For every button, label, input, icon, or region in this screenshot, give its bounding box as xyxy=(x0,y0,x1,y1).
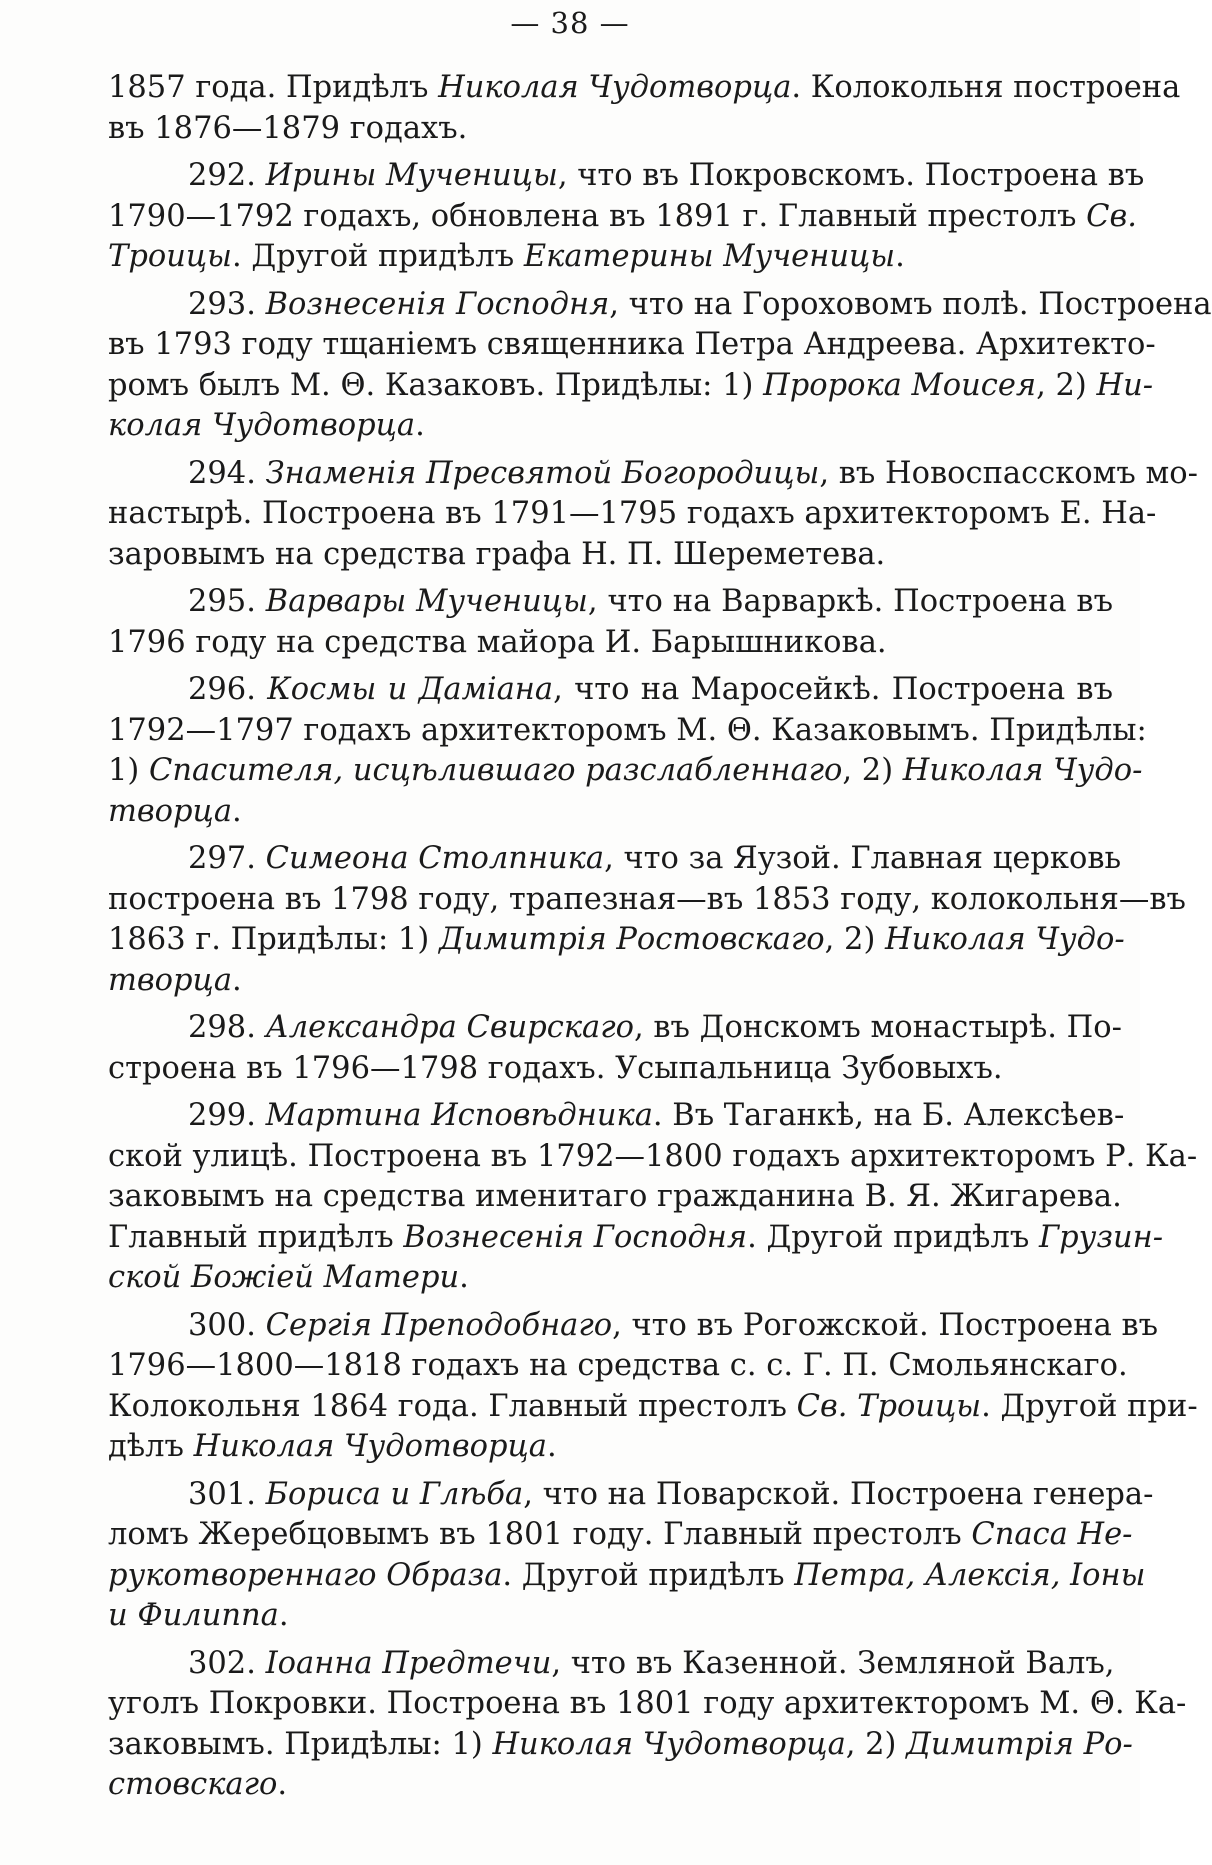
italic-segment: Варвары Мученицы xyxy=(265,584,588,619)
italic-segment: Бориса и Глѣба xyxy=(265,1476,524,1512)
text-segment: 298. xyxy=(188,1010,266,1045)
text-line xyxy=(108,535,1113,576)
italic-segment: Николая Чудотворца xyxy=(438,70,792,105)
text-segment: , въ Новоспасскомъ мо- xyxy=(819,455,1198,491)
text-segment: . xyxy=(232,793,242,829)
italic-segment: Николая Чудо- xyxy=(885,922,1125,957)
italic-segment: Ирины Мученицы xyxy=(265,158,558,193)
text-line xyxy=(108,237,1113,278)
text-segment: , 2) xyxy=(845,1726,907,1762)
paragraph xyxy=(108,1475,1154,1637)
text-segment: . xyxy=(232,962,242,998)
text-line xyxy=(108,880,1186,921)
text-segment: . xyxy=(277,1767,288,1802)
text-segment: , 2) xyxy=(842,753,903,788)
text-segment: , что въ Рогожской. Построена въ xyxy=(612,1307,1159,1343)
text-body xyxy=(108,68,1212,1806)
text-segment: 1863 г. Придѣлы: 1) xyxy=(108,922,439,957)
paragraph xyxy=(108,1306,1198,1468)
paragraph xyxy=(108,839,1186,1001)
italic-segment: Николая Чудотворца xyxy=(492,1726,846,1762)
text-segment: 300. xyxy=(188,1307,266,1343)
paragraph xyxy=(108,1096,1198,1299)
text-segment: , что на Поварской. Построена генера- xyxy=(523,1476,1154,1512)
text-segment: 1) xyxy=(108,753,149,788)
text-segment: 292. xyxy=(188,158,266,193)
text-line xyxy=(108,1644,1113,1685)
text-segment: дѣлъ xyxy=(108,1429,194,1464)
text-line xyxy=(108,961,1113,1002)
text-segment: Главный придѣлъ xyxy=(108,1219,404,1255)
paragraph xyxy=(108,454,1198,576)
text-segment: ромъ былъ М. Θ. Казаковъ. Придѣлы: 1) xyxy=(108,367,764,403)
text-line xyxy=(108,109,1113,150)
paragraph xyxy=(108,1644,1187,1806)
italic-segment: рукотвореннаго Образа xyxy=(108,1557,503,1593)
italic-segment: Димитрія Ростовскаго xyxy=(438,922,825,957)
text-line xyxy=(108,623,1113,664)
text-segment: ломъ Жеребцовымъ въ 1801 году. Главный престолъ xyxy=(108,1517,972,1552)
paragraph xyxy=(108,156,1145,278)
italic-segment: Николая Чудо- xyxy=(902,753,1143,788)
paragraph xyxy=(108,1008,1122,1089)
text-line xyxy=(108,751,1143,792)
italic-segment: Петра, Алексія, Іоны xyxy=(794,1557,1146,1593)
text-segment: 301. xyxy=(188,1476,266,1512)
text-segment: . Другой придѣлъ xyxy=(232,239,524,274)
text-segment: 294. xyxy=(188,455,266,491)
text-line xyxy=(108,920,1125,961)
text-segment: 302. xyxy=(188,1645,266,1681)
text-segment: заковымъ. Придѣлы: 1) xyxy=(108,1726,493,1762)
text-segment: 1796—1800—1818 годахъ на средства с. с. Г. П. Смольянскаго. xyxy=(108,1348,1128,1383)
text-line xyxy=(108,1008,1122,1049)
text-line xyxy=(108,454,1198,495)
text-line xyxy=(108,1306,1159,1347)
text-line xyxy=(108,1258,1113,1299)
paragraph xyxy=(108,582,1113,663)
text-segment: . xyxy=(415,408,425,443)
italic-segment: Николая Чудотворца xyxy=(193,1429,547,1464)
italic-segment: Вознесенія Господня xyxy=(403,1219,748,1255)
italic-segment: Симеона Столпника xyxy=(265,841,605,876)
text-segment: въ 1793 году тщаніемъ священника Петра Андреева. Архитекто- xyxy=(108,327,1156,362)
text-segment: . xyxy=(895,239,905,274)
text-segment: . Другой придѣлъ xyxy=(747,1219,1039,1255)
italic-segment: Екатерины Мученицы xyxy=(523,239,896,274)
paragraph-gap xyxy=(108,1089,1113,1096)
page-number: — 38 — xyxy=(510,6,630,40)
text-line xyxy=(108,1596,1113,1637)
text-segment: , 2) xyxy=(1036,367,1097,403)
text-segment: . xyxy=(278,1598,289,1633)
paragraph xyxy=(108,670,1147,832)
paragraph xyxy=(108,285,1212,447)
italic-segment: Мартина Исповѣдника xyxy=(265,1098,653,1133)
text-segment: , что въ Казенной. Земляной Валъ, xyxy=(551,1645,1115,1681)
paragraph-gap xyxy=(108,149,1113,156)
paragraph-gap xyxy=(108,1001,1113,1008)
text-segment: уголъ Покровки. Построена въ 1801 году архитекторомъ М. Θ. Ка- xyxy=(108,1686,1187,1721)
text-line xyxy=(108,711,1147,752)
italic-segment: Іоанна Предтечи xyxy=(265,1645,552,1681)
text-segment: 297. xyxy=(188,841,266,876)
text-line xyxy=(108,1218,1164,1259)
text-segment: 1796 году на средства майора И. Барышникова. xyxy=(108,624,887,660)
italic-segment: Св. Троицы xyxy=(796,1388,982,1424)
text-segment: , въ Донскомъ монастырѣ. По- xyxy=(634,1010,1122,1045)
text-line xyxy=(108,1387,1198,1428)
paragraph-gap xyxy=(108,1468,1113,1475)
text-line xyxy=(108,839,1122,880)
text-line xyxy=(108,1346,1128,1387)
text-segment: настырѣ. Построена въ 1791—1795 годахъ архитекторомъ Е. На- xyxy=(108,496,1157,531)
text-segment: ской улицѣ. Построена въ 1792—1800 годахъ архитекторомъ Р. Ка- xyxy=(108,1138,1198,1174)
italic-segment: стовскаго xyxy=(108,1767,278,1802)
text-segment: 299. xyxy=(188,1098,266,1133)
text-line xyxy=(108,494,1157,535)
text-segment: , 2) xyxy=(824,922,886,957)
paragraph-gap xyxy=(108,447,1113,454)
text-line xyxy=(108,1475,1154,1516)
text-line xyxy=(108,1177,1122,1218)
text-line xyxy=(108,1427,1113,1468)
paragraph-gap xyxy=(108,1637,1113,1644)
text-line xyxy=(108,406,1113,447)
italic-segment: Пророка Моисея xyxy=(763,367,1037,403)
text-segment: строена въ 1796—1798 годахъ. Усыпальница Зубовыхъ. xyxy=(108,1050,1003,1086)
paragraph-gap xyxy=(108,575,1113,582)
italic-segment: Спаса Не- xyxy=(971,1517,1133,1552)
text-line xyxy=(108,1725,1133,1766)
text-line xyxy=(108,1765,1113,1806)
text-line xyxy=(108,582,1113,623)
italic-segment: творца xyxy=(108,962,233,998)
text-line xyxy=(108,792,1113,833)
text-segment: , что въ Покровскомъ. Построена въ xyxy=(557,158,1145,193)
text-segment: заковымъ на средства именитаго гражданина В. Я. Жигарева. xyxy=(108,1179,1122,1214)
text-segment: , что за Яузой. Главная церковь xyxy=(604,841,1122,876)
paragraph-gap xyxy=(108,663,1113,670)
text-line xyxy=(108,1096,1125,1137)
text-line xyxy=(108,1556,1146,1597)
italic-segment: творца xyxy=(108,793,233,829)
text-segment: . xyxy=(459,1260,469,1295)
text-line xyxy=(108,156,1145,197)
text-segment: . Колокольня построена xyxy=(791,70,1181,105)
italic-segment: Александра Свирскаго xyxy=(265,1010,634,1045)
text-segment: 293. xyxy=(188,286,266,322)
text-segment: . Другой при- xyxy=(981,1388,1198,1424)
text-line xyxy=(108,366,1154,407)
italic-segment: Ни- xyxy=(1096,367,1154,403)
italic-segment: Спасителя, исцѣлившаго разслабленнаго xyxy=(149,753,843,788)
italic-segment: Сергія Преподобнаго xyxy=(265,1307,613,1343)
italic-segment: Грузин- xyxy=(1038,1219,1164,1255)
text-segment: , что на Гороховомъ полѣ. Построена xyxy=(609,286,1212,322)
text-segment: . Въ Таганкѣ, на Б. Алексѣев- xyxy=(652,1098,1125,1133)
text-segment: Колокольня 1864 года. Главный престолъ xyxy=(108,1388,797,1424)
text-line xyxy=(108,1684,1187,1725)
text-segment: 296. xyxy=(188,672,268,707)
italic-segment: Космы и Даміана xyxy=(267,672,554,707)
text-line xyxy=(108,670,1113,711)
paragraph-gap xyxy=(108,278,1113,285)
text-line xyxy=(108,1049,1113,1090)
text-segment: , что на Варваркѣ. Построена въ xyxy=(587,584,1113,619)
paragraph-gap xyxy=(108,1299,1113,1306)
text-segment: 295. xyxy=(188,584,266,619)
italic-segment: Троицы xyxy=(108,239,232,274)
italic-segment: ской Божіей Матери xyxy=(108,1260,460,1295)
italic-segment: Вознесенія Господня xyxy=(265,286,610,322)
italic-segment: Св. xyxy=(1086,198,1137,234)
text-segment: . xyxy=(546,1429,557,1464)
text-segment: , что на Маросейкѣ. Построена въ xyxy=(553,672,1113,707)
italic-segment: и Филиппа xyxy=(108,1598,279,1633)
text-segment: 1857 года. Придѣлъ xyxy=(108,70,439,105)
text-segment: 1790—1792 годахъ, обновлена въ 1891 г. Главный престолъ xyxy=(108,198,1087,234)
paragraph xyxy=(108,68,1181,149)
text-segment: построена въ 1798 году, трапезная—въ 1853 году, колокольня—въ xyxy=(108,881,1186,917)
text-segment: въ 1876—1879 годахъ. xyxy=(108,110,468,146)
paragraph-gap xyxy=(108,832,1113,839)
italic-segment: колая Чудотворца xyxy=(108,408,416,443)
text-line xyxy=(108,197,1137,238)
text-line xyxy=(108,1515,1133,1556)
text-line xyxy=(108,285,1212,326)
text-line xyxy=(108,1137,1198,1178)
text-line xyxy=(108,325,1156,366)
italic-segment: Димитрія Ро- xyxy=(906,1726,1133,1762)
text-segment: заровымъ на средства графа Н. П. Шереметева. xyxy=(108,536,886,572)
text-line xyxy=(108,68,1181,109)
text-segment: 1792—1797 годахъ архитекторомъ М. Θ. Казаковымъ. Придѣлы: xyxy=(108,712,1147,748)
italic-segment: Знаменія Пресвятой Богородицы xyxy=(265,455,820,491)
text-segment: . Другой придѣлъ xyxy=(502,1557,795,1593)
